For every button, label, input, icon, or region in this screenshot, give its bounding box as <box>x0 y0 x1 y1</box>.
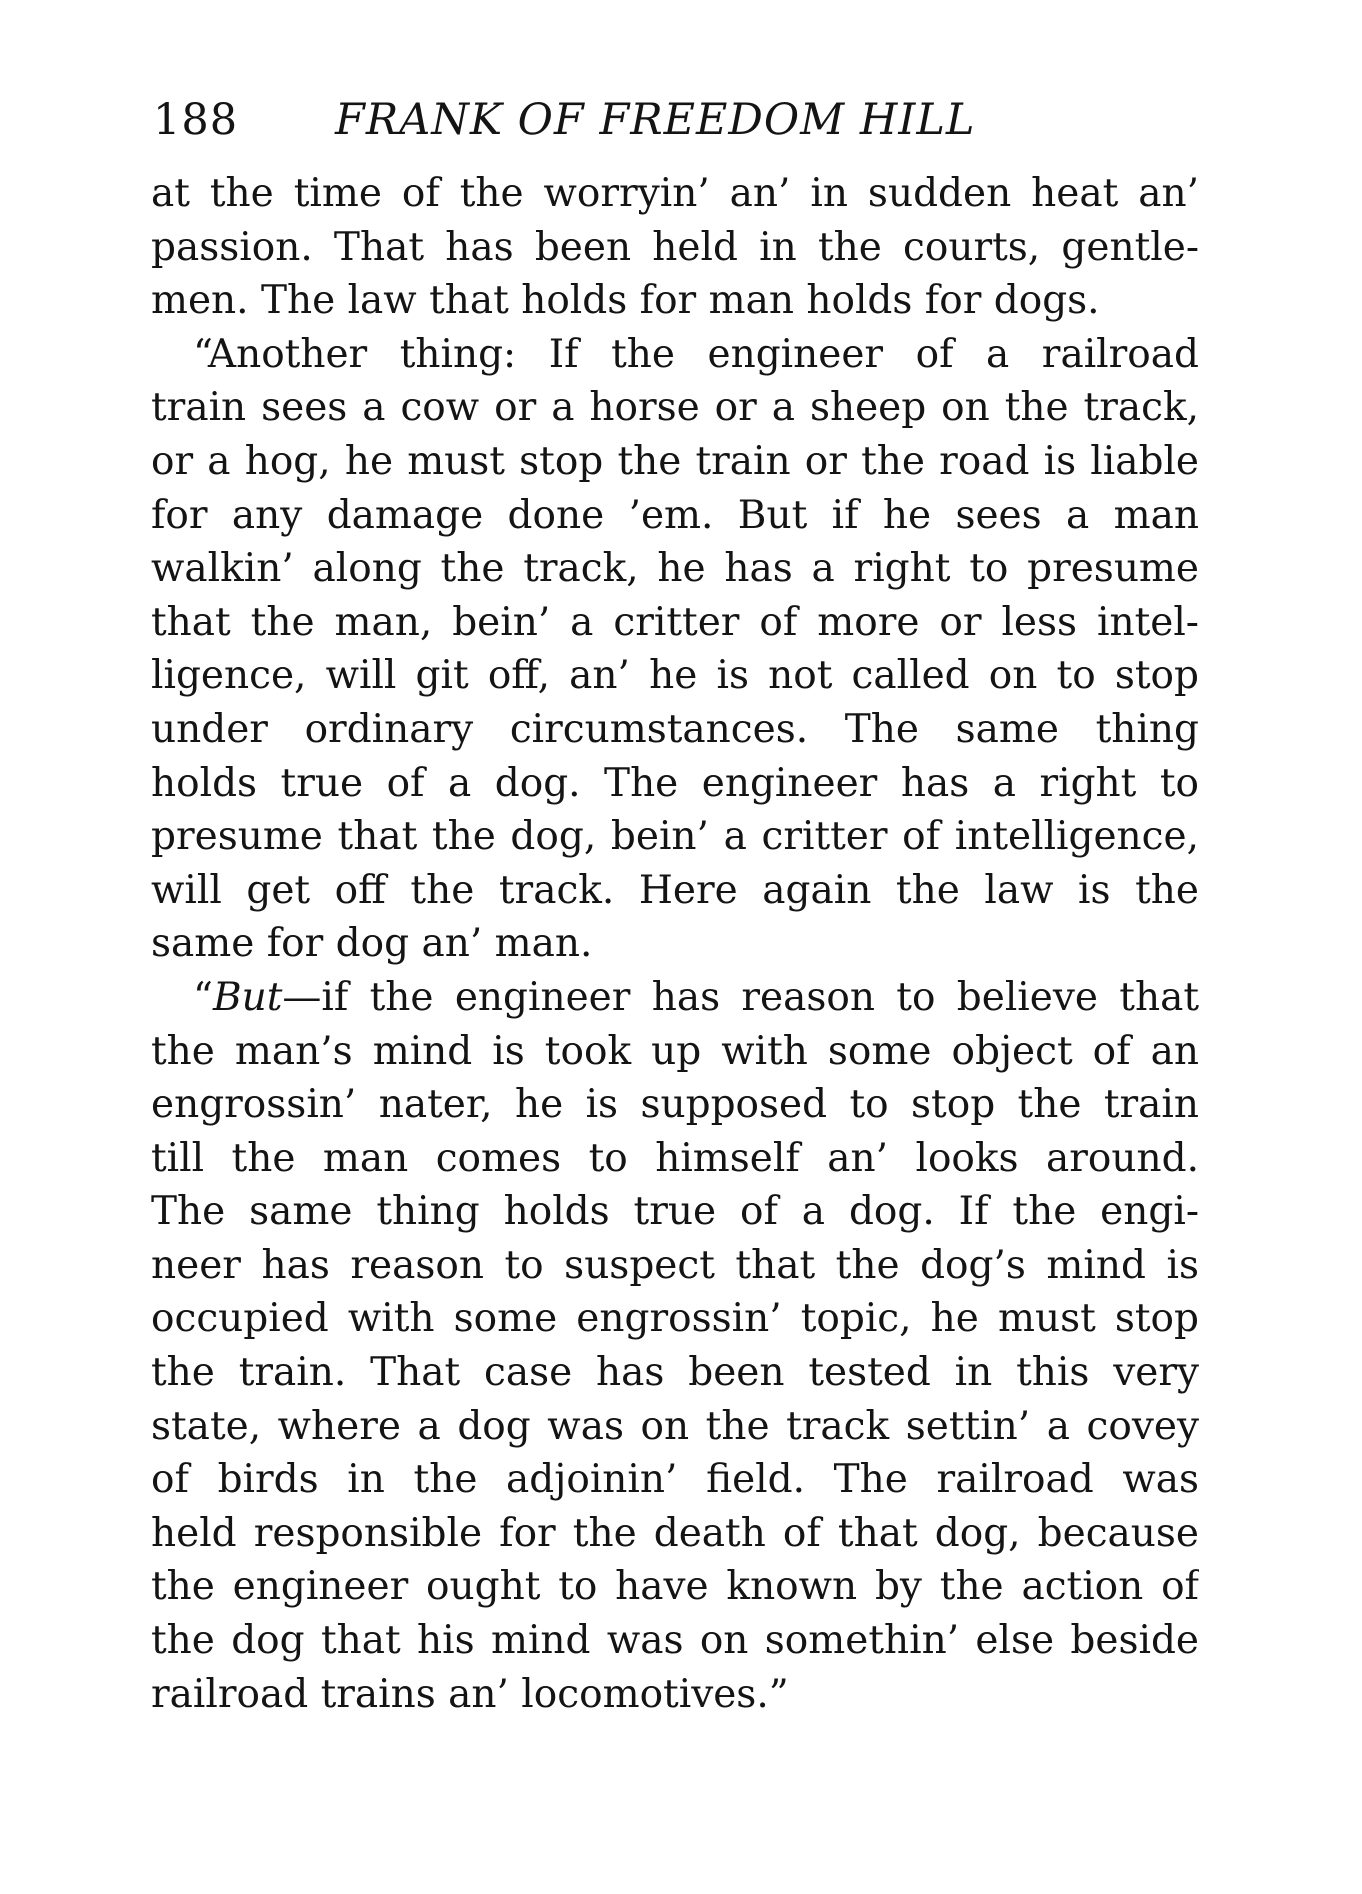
text-line: the dog that his mind was on somethin’ else beside <box>151 1618 1199 1664</box>
text-line <box>151 971 1199 1025</box>
text-line: for any damage done ’em. But if he sees a man <box>151 492 1199 538</box>
text-line: or a hog, he must stop the train or the road is liable <box>151 438 1199 484</box>
text-line: “Another thing: If the engineer of a railroad <box>193 331 1199 377</box>
text-line: at the time of the worryin’ an’ in sudden heat an’ <box>151 171 1199 216</box>
text-line: same for dog an’ man. <box>151 921 593 967</box>
text-line: the engineer ought to have known by the action of <box>151 1564 1199 1610</box>
text-line: railroad trains an’ locomotives.” <box>151 1671 789 1717</box>
text-line: under ordinary circumstances. The same thing <box>151 706 1199 752</box>
line-remainder: —if the engineer has reason to believe that <box>282 974 1199 1020</box>
emphasized-word: But <box>212 974 283 1020</box>
text-line: the train. That case has been tested in this very <box>151 1350 1199 1396</box>
text-line: occupied with some engrossin’ topic, he must stop <box>151 1296 1199 1342</box>
text-line: of birds in the adjoinin’ field. The railroad was <box>151 1457 1199 1503</box>
body-text <box>151 167 1199 1721</box>
book-title: FRANK OF FREEDOM HILL <box>335 95 976 145</box>
page-number: 188 <box>153 95 239 145</box>
text-line: state, where a dog was on the track settin’ a covey <box>151 1403 1199 1449</box>
text-line: will get off the track. Here again the law is the <box>151 867 1199 913</box>
text-line: that the man, bein’ a critter of more or less intel- <box>151 599 1199 645</box>
text-line: passion. That has been held in the courts, gentle- <box>151 224 1199 270</box>
running-head <box>153 90 1203 150</box>
text-line: men. The law that holds for man holds for dogs. <box>151 278 1100 324</box>
text-line: held responsible for the death of that dog, because <box>151 1510 1199 1556</box>
text-line: the man’s mind is took up with some object of an <box>151 1028 1199 1074</box>
text-line: till the man comes to himself an’ looks around. <box>151 1135 1199 1181</box>
text-line: holds true of a dog. The engineer has a right to <box>151 760 1199 806</box>
text-line: neer has reason to suspect that the dog’s mind is <box>151 1242 1199 1288</box>
text-line: ligence, will git off, an’ he is not called on to stop <box>151 653 1199 699</box>
text-line: presume that the dog, bein’ a critter of intelligence, <box>151 814 1199 860</box>
text-line: train sees a cow or a horse or a sheep on the track, <box>151 385 1199 431</box>
text-line: walkin’ along the track, he has a right to presume <box>151 546 1199 592</box>
text-line: engrossin’ nater, he is supposed to stop the train <box>151 1082 1199 1128</box>
open-quote: “ <box>193 974 213 1020</box>
text-line: The same thing holds true of a dog. If the engi- <box>151 1189 1199 1235</box>
